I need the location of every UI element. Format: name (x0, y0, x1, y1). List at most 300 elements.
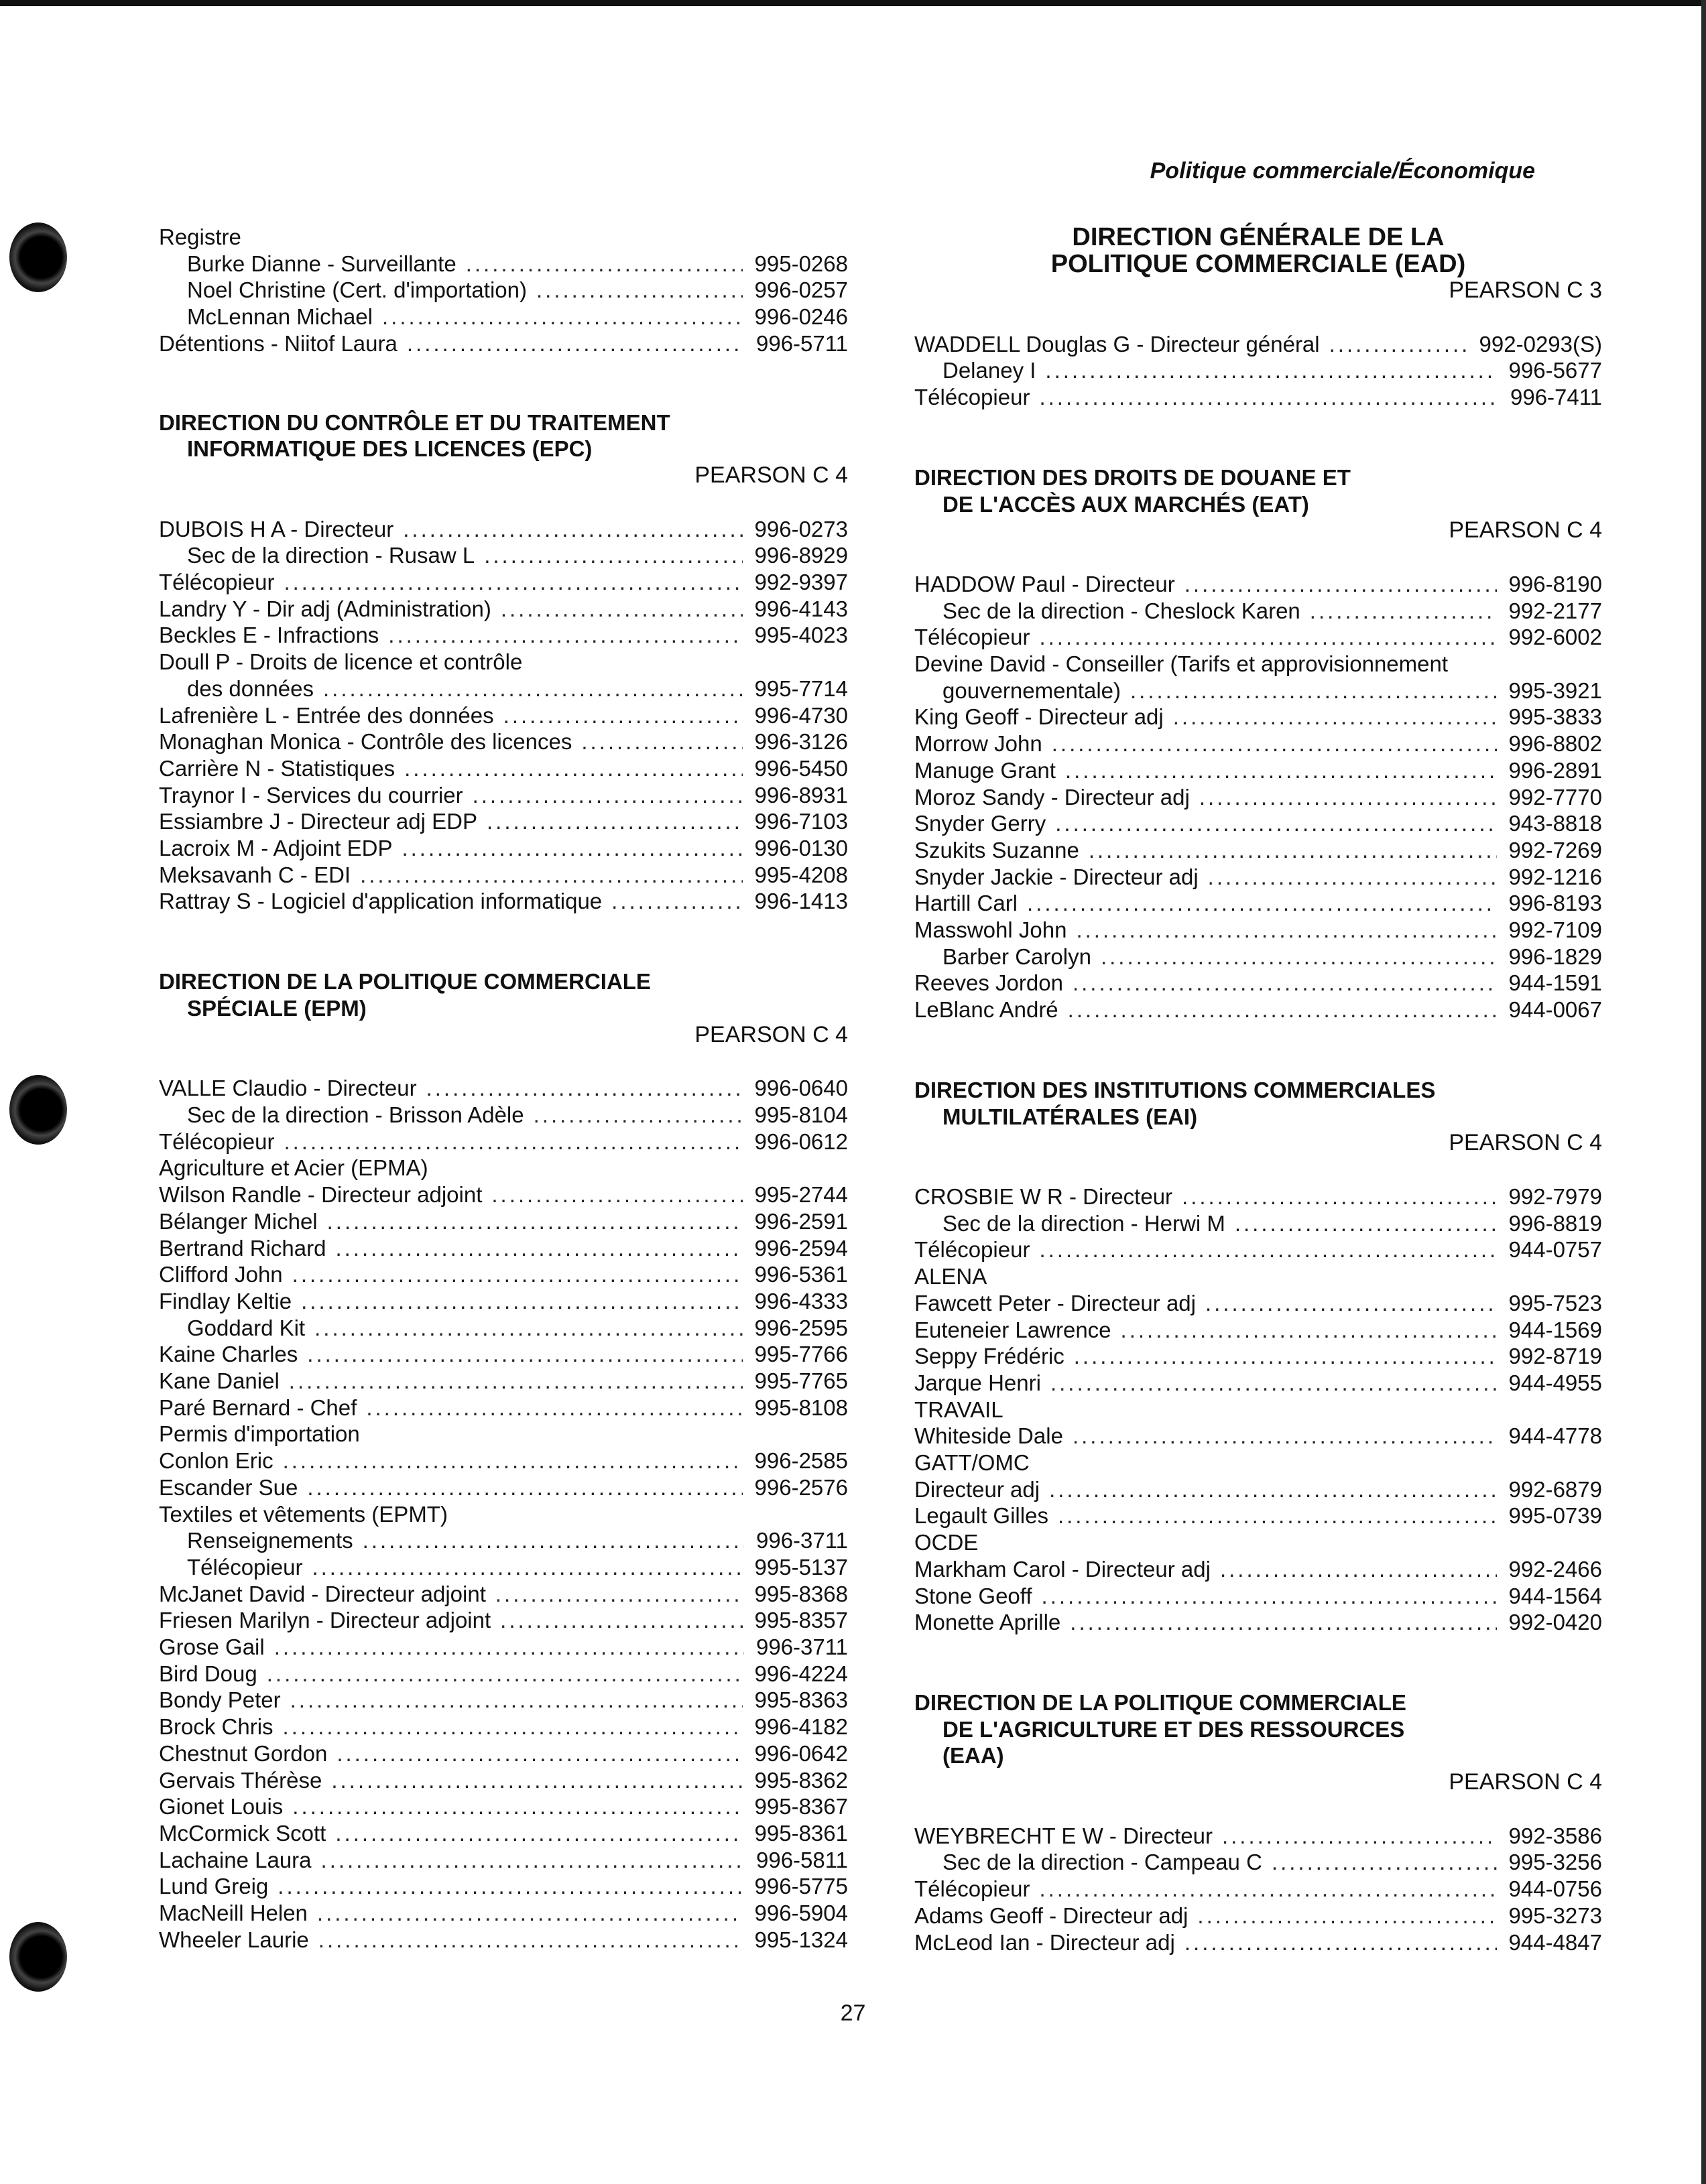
entry-name: Textiles et vêtements (EPMT) (159, 1501, 448, 1527)
dot-leader (327, 1208, 743, 1235)
entry-phone: 995-3921 (1508, 678, 1602, 703)
entry-name: Legault Gilles (914, 1503, 1048, 1529)
entry-name: Fawcett Peter - Directeur adj (914, 1290, 1196, 1315)
directory-entry (914, 997, 1602, 1023)
directory-entry (159, 1554, 848, 1581)
entry-name: Wilson Randle - Directeur adjoint (159, 1182, 483, 1208)
dot-leader (1055, 810, 1496, 837)
entry-name: des données (187, 676, 314, 701)
entry-phone: 995-8368 (754, 1581, 848, 1606)
section-heading (159, 409, 848, 462)
directory-entry (914, 331, 1602, 358)
section-heading-line: DIRECTION DE LA POLITIQUE COMMERCIALE (914, 1689, 1406, 1715)
directory-entry (159, 1873, 848, 1900)
entry-phone: 996-8802 (1508, 731, 1602, 757)
dot-leader (283, 1448, 743, 1474)
section-heading-line: DIRECTION DU CONTRÔLE ET DU TRAITEMENT (159, 409, 670, 435)
dot-leader (312, 1554, 742, 1581)
right-column (914, 224, 1602, 2009)
dot-leader (1184, 571, 1497, 598)
entry-phone: 995-7714 (754, 676, 848, 701)
entry-phone: 996-4182 (754, 1714, 848, 1740)
directory-entry (159, 1661, 848, 1687)
dot-leader (307, 1341, 742, 1368)
dot-leader (314, 1315, 742, 1342)
entry-name: Paré Bernard - Chef (159, 1395, 357, 1420)
entry-name: Markham Carol - Directeur adj (914, 1556, 1211, 1582)
directory-entry (159, 1315, 848, 1342)
entry-name: Rattray S - Logiciel d'application informatique (159, 889, 603, 914)
entry-phone: 992-8719 (1508, 1344, 1602, 1369)
directory-entry (914, 810, 1602, 837)
directory-entry (159, 1235, 848, 1262)
dot-leader (1208, 864, 1497, 891)
entry-phone: 996-2891 (1508, 757, 1602, 783)
directory-entry (914, 1849, 1602, 1876)
dot-leader (1272, 1849, 1497, 1876)
directory-entry (914, 1343, 1602, 1370)
directory-entry (159, 1448, 848, 1474)
entry-name: Renseignements (187, 1528, 353, 1553)
dot-leader (501, 596, 743, 623)
entry-name: Goddard Kit (187, 1315, 306, 1340)
entry-name: Noel Christine (Cert. d'importation) (187, 277, 527, 303)
directory-entry (159, 1208, 848, 1235)
dot-leader (1039, 624, 1496, 651)
entry-name: VALLE Claudio - Directeur (159, 1076, 417, 1101)
entry-name: Carrière N - Statistiques (159, 755, 395, 781)
entry-name: Monaghan Monica - Contrôle des licences (159, 729, 572, 755)
dot-leader (487, 808, 743, 835)
directory-section (914, 1689, 1602, 1955)
dot-leader (278, 1873, 742, 1900)
dot-leader (318, 1927, 743, 1953)
entry-name: Euteneier Lawrence (914, 1317, 1111, 1342)
entry-phone: 996-5450 (754, 755, 848, 781)
entry-name: Devine David - Conseiller (Tarifs et approvisionnement (914, 651, 1449, 677)
entry-phone: 995-0268 (754, 251, 848, 276)
directory-entry (159, 649, 848, 676)
section-heading-continuation: INFORMATIQUE DES LICENCES (EPC) (187, 436, 593, 462)
directory-entry (159, 1607, 848, 1634)
dot-leader (402, 835, 742, 862)
entry-name: McCormick Scott (159, 1820, 326, 1846)
entry-phone: 995-8357 (754, 1608, 848, 1633)
directory-entry (159, 1767, 848, 1794)
entry-phone: 996-8929 (754, 543, 848, 568)
directory-entry (159, 1793, 848, 1820)
dot-leader (581, 728, 742, 755)
entry-name: Bertrand Richard (159, 1235, 326, 1261)
section-heading-continuation: MULTILATÉRALES (EAI) (942, 1104, 1198, 1129)
directory-entry (159, 1288, 848, 1315)
entry-name: OCDE (914, 1530, 979, 1555)
entry-phone: 995-2744 (754, 1182, 848, 1208)
section-heading-continuation: DE L'ACCÈS AUX MARCHÉS (EAT) (942, 491, 1309, 517)
entry-phone: 992-3586 (1508, 1823, 1602, 1848)
dot-leader (1027, 890, 1497, 917)
entry-name: Traynor I - Services du courrier (159, 782, 463, 808)
directory-entry (914, 784, 1602, 811)
directory-entry (159, 304, 848, 330)
entry-name: Monette Aprille (914, 1610, 1061, 1635)
dot-leader (1199, 784, 1497, 811)
directory-entry (159, 516, 848, 543)
entry-name: Télécopieur (187, 1554, 303, 1580)
section-title: DIRECTION GÉNÉRALE DE LA (1072, 223, 1445, 251)
dot-leader (290, 1687, 743, 1714)
dot-leader (289, 1368, 743, 1395)
entry-phone: 996-3126 (754, 729, 848, 755)
directory-entry (914, 730, 1602, 757)
dot-leader (403, 516, 742, 543)
entry-name: Lafrenière L - Entrée des données (159, 702, 494, 728)
running-header: Politique commerciale/Économique (1150, 158, 1535, 184)
dot-leader (1070, 1609, 1496, 1636)
entry-name: Masswohl John (914, 917, 1067, 943)
entry-name: Whiteside Dale (914, 1423, 1063, 1449)
directory-entry (914, 598, 1602, 625)
entry-name: Essiambre J - Directeur adj EDP (159, 809, 477, 834)
dot-leader (382, 304, 743, 330)
directory-section (914, 464, 1602, 1023)
entry-name: Chestnut Gordon (159, 1740, 328, 1766)
dot-leader (267, 1661, 743, 1687)
dot-leader (491, 1181, 742, 1208)
directory-entry (914, 1609, 1602, 1636)
directory-entry (914, 1450, 1602, 1476)
directory-entry (914, 1236, 1602, 1263)
entry-phone: 996-4730 (754, 702, 848, 728)
dot-leader (1182, 1183, 1496, 1210)
entry-phone: 995-7765 (754, 1368, 848, 1394)
section-heading-line: DIRECTION DE LA POLITIQUE COMMERCIALE (159, 969, 651, 994)
entry-phone: 995-7766 (754, 1342, 848, 1367)
entry-name: Gervais Thérèse (159, 1767, 322, 1793)
directory-section (159, 968, 848, 1953)
section-heading (914, 1077, 1602, 1130)
directory-entry (914, 1183, 1602, 1210)
entry-phone: 992-7770 (1508, 784, 1602, 810)
entry-phone: 995-8108 (754, 1395, 848, 1420)
directory-entry (159, 888, 848, 915)
entry-name: Kaine Charles (159, 1342, 298, 1367)
entry-name: Hartill Carl (914, 891, 1018, 916)
dot-leader (1197, 1903, 1496, 1929)
section-heading (914, 464, 1602, 517)
directory-entry (159, 1155, 848, 1181)
dot-leader (466, 251, 743, 277)
directory-entry (159, 1820, 848, 1847)
entry-phone: 944-0756 (1508, 1876, 1602, 1902)
entry-phone: 995-5137 (754, 1554, 848, 1580)
dot-leader (360, 862, 742, 889)
entry-phone: 996-0257 (754, 277, 848, 303)
entry-phone: 996-0642 (754, 1740, 848, 1766)
dot-leader (404, 755, 742, 782)
entry-name: GATT/OMC (914, 1450, 1030, 1476)
directory-entry (914, 1476, 1602, 1503)
directory-entry (914, 704, 1602, 730)
directory-section (914, 1077, 1602, 1636)
entry-phone: 992-0293(S) (1479, 331, 1602, 357)
entry-phone: 995-3273 (1508, 1903, 1602, 1928)
directory-entry (159, 1581, 848, 1608)
section-location: PEARSON C 3 (1449, 277, 1602, 303)
section-location: PEARSON C 4 (1449, 1130, 1602, 1156)
directory-entry (159, 1927, 848, 1953)
directory-entry (159, 1714, 848, 1740)
section-heading-continuation: (EAA) (942, 1743, 1004, 1769)
directory-entry (914, 944, 1602, 970)
directory-entry (159, 1900, 848, 1927)
entry-name: Sec de la direction - Cheslock Karen (942, 598, 1300, 623)
dot-leader (283, 1714, 743, 1740)
entry-name: Moroz Sandy - Directeur adj (914, 784, 1190, 810)
dot-leader (536, 277, 743, 304)
entry-name: Conlon Eric (159, 1448, 273, 1474)
entry-phone: 996-8819 (1508, 1210, 1602, 1236)
directory-entry (159, 1261, 848, 1288)
entry-name: Burke Dianne - Surveillante (187, 251, 456, 276)
entry-phone: 992-2466 (1508, 1556, 1602, 1582)
scan-top-edge (0, 0, 1706, 6)
entry-name: Snyder Gerry (914, 811, 1046, 836)
entry-phone: 995-8104 (754, 1102, 848, 1127)
entry-name: Sec de la direction - Campeau C (942, 1850, 1262, 1875)
scan-right-edge (1701, 0, 1706, 2184)
dot-leader (407, 330, 744, 357)
directory-entry (159, 330, 848, 357)
dot-leader (1089, 837, 1497, 864)
directory-entry (914, 1502, 1602, 1529)
directory-entry (914, 571, 1602, 598)
entry-name: Sec de la direction - Brisson Adèle (187, 1102, 524, 1127)
entry-phone: 992-9397 (754, 570, 848, 595)
directory-entry (159, 1075, 848, 1102)
dot-leader (335, 1820, 742, 1847)
directory-entry (159, 676, 848, 702)
directory-entry (159, 596, 848, 623)
dot-leader (1329, 331, 1467, 358)
entry-name: Morrow John (914, 731, 1042, 757)
entry-phone: 996-5711 (755, 330, 848, 356)
entry-name: Télécopieur (159, 570, 275, 595)
dot-leader (321, 1847, 744, 1874)
directory-entry (159, 862, 848, 889)
directory-entry (159, 1129, 848, 1155)
entry-phone: 995-3256 (1508, 1850, 1602, 1875)
dot-leader (1068, 997, 1497, 1023)
left-column (159, 224, 848, 2006)
dot-leader (335, 1235, 742, 1262)
dot-leader (1045, 357, 1496, 384)
entry-name: Bondy Peter (159, 1687, 281, 1713)
entry-name: McJanet David - Directeur adjoint (159, 1581, 486, 1606)
dot-leader (1039, 1236, 1496, 1263)
entry-name: WADDELL Douglas G - Directeur général (914, 331, 1320, 357)
directory-entry (914, 1317, 1602, 1344)
directory-entry (159, 1181, 848, 1208)
dot-leader (1058, 1502, 1497, 1529)
directory-entry (159, 835, 848, 862)
entry-name: Détentions - Niitof Laura (159, 330, 398, 356)
directory-entry (914, 624, 1602, 651)
dot-leader (1052, 730, 1497, 757)
entry-name: Registre (159, 224, 241, 249)
entry-phone: 996-5775 (754, 1874, 848, 1899)
directory-entry (914, 1823, 1602, 1850)
entry-name: Jarque Henri (914, 1370, 1041, 1395)
entry-name: Directeur adj (914, 1476, 1040, 1502)
entry-phone: 996-0612 (754, 1129, 848, 1154)
entry-name: Grose Gail (159, 1634, 265, 1660)
directory-entry (914, 1556, 1602, 1583)
section-heading-continuation: DE L'AGRICULTURE ET DES RESSOURCES (942, 1716, 1405, 1742)
entry-phone: 996-0640 (754, 1076, 848, 1101)
directory-entry (159, 1634, 848, 1661)
section-heading (914, 1689, 1602, 1769)
dot-leader (317, 1900, 743, 1927)
dot-leader (331, 1767, 742, 1794)
entry-phone: 996-4224 (754, 1661, 848, 1686)
directory-entry (914, 864, 1602, 891)
entry-name: Barber Carolyn (942, 944, 1091, 969)
directory-entry (159, 782, 848, 809)
directory-entry (159, 728, 848, 755)
dot-leader (500, 1607, 742, 1634)
entry-phone: 996-1829 (1508, 944, 1602, 969)
entry-name: McLeod Ian - Directeur adj (914, 1929, 1175, 1955)
entry-name: Manuge Grant (914, 757, 1056, 783)
section-heading-continuation: SPÉCIALE (EPM) (187, 995, 367, 1021)
entry-name: DUBOIS H A - Directeur (159, 516, 394, 541)
entry-phone: 996-8931 (754, 782, 848, 808)
entry-phone: 992-7269 (1508, 837, 1602, 862)
entry-phone: 992-2177 (1508, 598, 1602, 623)
section-location: PEARSON C 4 (1449, 517, 1602, 543)
section-heading-line: DIRECTION DES INSTITUTIONS COMMERCIALES (914, 1077, 1436, 1102)
entry-name: Reeves Jordon (914, 970, 1063, 996)
entry-phone: 996-0273 (754, 516, 848, 541)
directory-entry (914, 1397, 1602, 1423)
dot-leader (484, 542, 742, 569)
entry-phone: 944-0757 (1508, 1237, 1602, 1263)
dot-leader (1042, 1583, 1497, 1610)
section-title: POLITIQUE COMMERCIALE (EAD) (1050, 250, 1466, 278)
dot-leader (1310, 598, 1497, 625)
entry-phone: 995-8362 (754, 1767, 848, 1793)
dot-leader (292, 1261, 743, 1288)
directory-entry (914, 357, 1602, 384)
entry-phone: 996-8190 (1508, 571, 1602, 596)
entry-phone: 996-3711 (755, 1528, 848, 1553)
entry-phone: 944-1591 (1508, 970, 1602, 996)
dot-leader (1184, 1929, 1497, 1956)
entry-name: Sec de la direction - Rusaw L (187, 543, 475, 568)
dot-leader (1220, 1556, 1497, 1583)
dot-leader (1130, 678, 1497, 704)
dot-leader (1073, 970, 1497, 997)
dot-leader (1039, 384, 1498, 411)
page-number: 27 (840, 2000, 866, 2026)
entry-phone: 996-2595 (754, 1315, 848, 1340)
entry-phone: 944-1564 (1508, 1583, 1602, 1608)
entry-name: Télécopieur (914, 1237, 1030, 1263)
entry-name: Doull P - Droits de licence et contrôle (159, 649, 523, 675)
directory-entry (159, 569, 848, 596)
entry-phone: 944-4847 (1508, 1929, 1602, 1955)
directory-section (914, 224, 1602, 411)
entry-name: Wheeler Laurie (159, 1927, 309, 1952)
entry-name: HADDOW Paul - Directeur (914, 571, 1175, 596)
dot-leader (1121, 1317, 1497, 1344)
directory-entry (914, 890, 1602, 917)
entry-name: Seppy Frédéric (914, 1344, 1064, 1369)
dot-leader (284, 1129, 742, 1155)
entry-phone: 992-7979 (1508, 1183, 1602, 1209)
directory-entry (159, 1421, 848, 1448)
entry-name: ALENA (914, 1264, 987, 1289)
entry-phone: 995-7523 (1508, 1290, 1602, 1315)
entry-phone: 996-7411 (1510, 385, 1602, 410)
entry-name: Lacroix M - Adjoint EDP (159, 836, 393, 861)
dot-leader (1235, 1210, 1497, 1237)
entry-name: gouvernementale) (942, 678, 1121, 703)
entry-phone: 995-8367 (754, 1794, 848, 1819)
directory-entry (914, 917, 1602, 944)
dot-leader (292, 1793, 742, 1820)
directory-entry (159, 1740, 848, 1767)
directory-entry (159, 1395, 848, 1421)
directory-entry (159, 1501, 848, 1528)
entry-phone: 996-2594 (754, 1235, 848, 1261)
directory-entry (159, 1527, 848, 1554)
entry-phone: 944-4955 (1508, 1370, 1602, 1395)
entry-phone: 944-1569 (1508, 1317, 1602, 1342)
dot-leader (337, 1740, 742, 1767)
entry-name: Kane Daniel (159, 1368, 280, 1394)
dot-leader (1173, 704, 1497, 730)
entry-phone: 995-8363 (754, 1687, 848, 1713)
dot-leader (503, 702, 743, 729)
entry-name: Clifford John (159, 1262, 283, 1287)
entry-name: WEYBRECHT E W - Directeur (914, 1823, 1213, 1848)
directory-entry (914, 651, 1602, 678)
entry-phone: 996-5904 (754, 1901, 848, 1926)
entry-name: Findlay Keltie (159, 1288, 292, 1313)
entry-phone: 995-1324 (754, 1927, 848, 1952)
dot-leader (307, 1474, 742, 1501)
section-location: PEARSON C 4 (694, 1021, 848, 1047)
entry-name: Escander Sue (159, 1474, 298, 1500)
entry-phone: 995-3833 (1508, 704, 1602, 730)
directory-entry (159, 251, 848, 277)
binder-hole-middle (9, 1075, 67, 1145)
dot-leader (363, 1527, 744, 1554)
dot-leader (388, 622, 742, 649)
directory-entry (159, 277, 848, 304)
entry-phone: 995-4023 (754, 623, 848, 648)
entry-phone: 996-4333 (754, 1288, 848, 1313)
directory-entry (914, 678, 1602, 704)
entry-phone: 996-0246 (754, 304, 848, 330)
entry-phone: 996-1413 (754, 889, 848, 914)
entry-name: Adams Geoff - Directeur adj (914, 1903, 1189, 1928)
entry-phone: 992-6879 (1508, 1476, 1602, 1502)
entry-name: Landry Y - Dir adj (Administration) (159, 596, 491, 621)
directory-entry (159, 755, 848, 782)
